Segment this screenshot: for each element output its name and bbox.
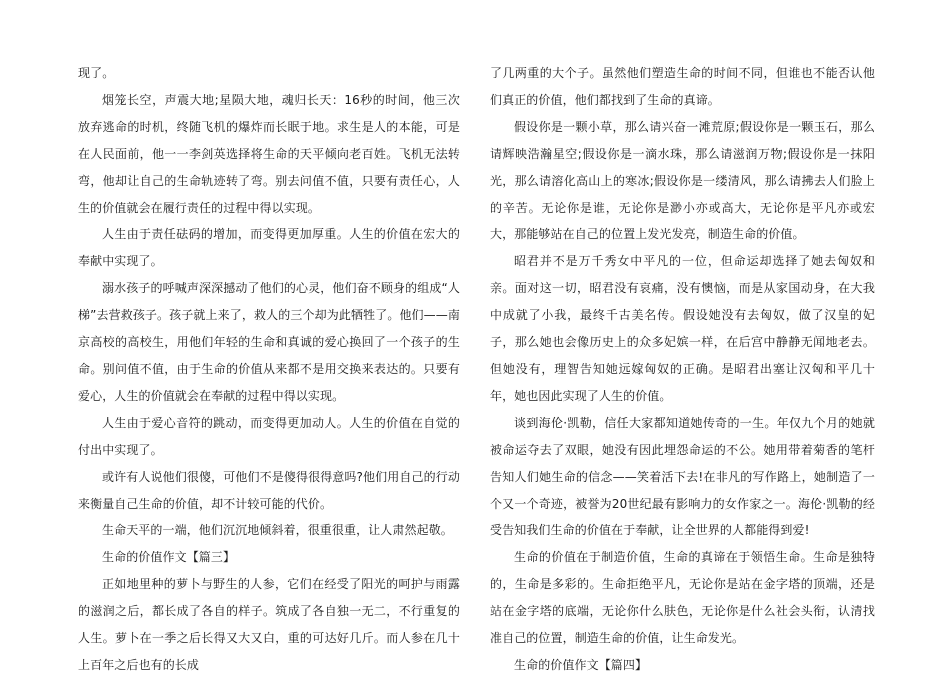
paragraph: 正如地里种的萝卜与野生的人参，它们在经受了阳光的呵护与雨露的滋润之后，都长成了各自的样子。筑成了各自独一无二，不行重复的人生。萝卜在一季之后长得又大又白，重的可达好几斤。而人参在几十上百年之后也有的长成: [78, 577, 460, 672]
section-heading: 生命的价值作文【篇三】: [102, 550, 236, 565]
paragraph: 现了。: [78, 66, 115, 80]
paragraph: 了几两重的大个子。虽然他们塑造生命的时间不同，但谁也不能否认他们真正的价值，他们都找到了生命的真谛。: [490, 66, 875, 107]
paragraph: 溺水孩子的呼喊声深深撼动了他们的心灵，他们奋不顾身的组成“人梯”去营救孩子。孩子就上来了，救人的三个却为此牺牲了。他们——南京高校的高校生，用他们年轻的生命和真诚的爱心换回了一个孩子的生命。别问值不值，由于生命的价值从来都不是用交换来表达的。只要有爱心，人生的价值就会在奉献的过程中得以实现。: [78, 281, 460, 403]
left-column: [78, 60, 460, 679]
paragraph: 生命的价值在于制造价值，生命的真谛在于领悟生命。生命是独特的，生命是多彩的。生命拒绝平凡，无论你是站在金字塔的顶端，还是站在金字塔的底端，无论你什么肤色，无论你是什么社会头衔，认清找准自己的位置，制造生命的价值，让生命发光。: [490, 550, 875, 646]
paragraph: 烟笼长空，声震大地;星陨大地，魂归长天：16秒的时间，他三次放弃逃命的时机，终随飞机的爆炸而长眠于地。求生是人的本能，可是在人民面前，他一一李剑英选择将生命的天平倾向老百姓。飞机无法转弯，他却让自己的生命轨迹转了弯。别去问值不值，只要有责任心，人生的价值就会在履行责任的过程中得以实现。: [78, 92, 460, 215]
paragraph: 人生由于责任砝码的增加，而变得更加厚重。人生的价值在宏大的奉献中实现了。: [78, 227, 460, 269]
right-column: [490, 60, 875, 679]
paragraph: 假设你是一颗小草，那么请兴奋一滩荒原;假设你是一颗玉石，那么请辉映浩瀚星空;假设你是一滴水珠，那么请滋润万物;假设你是一抹阳光，那么请溶化高山上的寒冰;假设你是一缕清风，那么请拂去人们脸上的辛苦。无论你是谁，无论你是渺小亦或高大，无论你是平凡亦或宏大，那能够站在自己的位置上发光发亮，制造生命的价值。: [490, 119, 875, 242]
paragraph: 或许有人说他们很傻，可他们不是傻得很得意吗?他们用自己的行动来衡量自己生命的价值，却不计较可能的代价。: [78, 469, 460, 511]
paragraph: 谈到海伦·凯勒，信任大家都知道她传奇的一生。年仅九个月的她就被命运夺去了双眼，她没有因此埋怨命运的不公。她用带着菊香的笔杆告知人们她生命的信念——笑着活下去!在非凡的写作路上，她制造了一个又一个奇迹，被誉为20世纪最有影响力的女作家之一。海伦·凯勒的经受告知我们生命的价值在于奉献，让全世界的人都能得到爱!: [490, 415, 875, 538]
paragraph: 人生由于爱心音符的跳动，而变得更加动人。人生的价值在自觉的付出中实现了。: [78, 415, 460, 457]
paragraph: 昭君并不是万千秀女中平凡的一位，但命运却选择了她去匈奴和亲。面对这一切，昭君没有哀痛，没有懊恼，而是从家国动身，在大我中成就了小我，最终千古美名传。假设她没有去匈奴，做了汉皇的妃子，那么她也会像历史上的众多妃嫔一样，在后宫中静静无闻地老去。但她没有，理智告知她远嫁匈奴的正确。是昭君出塞让汉匈和平几十年，她也因此实现了人生的价值。: [490, 254, 875, 403]
section-heading: 生命的价值作文【篇四】: [514, 657, 648, 672]
paragraph: 生命天平的一端，他们沉沉地倾斜着，很重很重，让人肃然起敬。: [102, 523, 453, 538]
